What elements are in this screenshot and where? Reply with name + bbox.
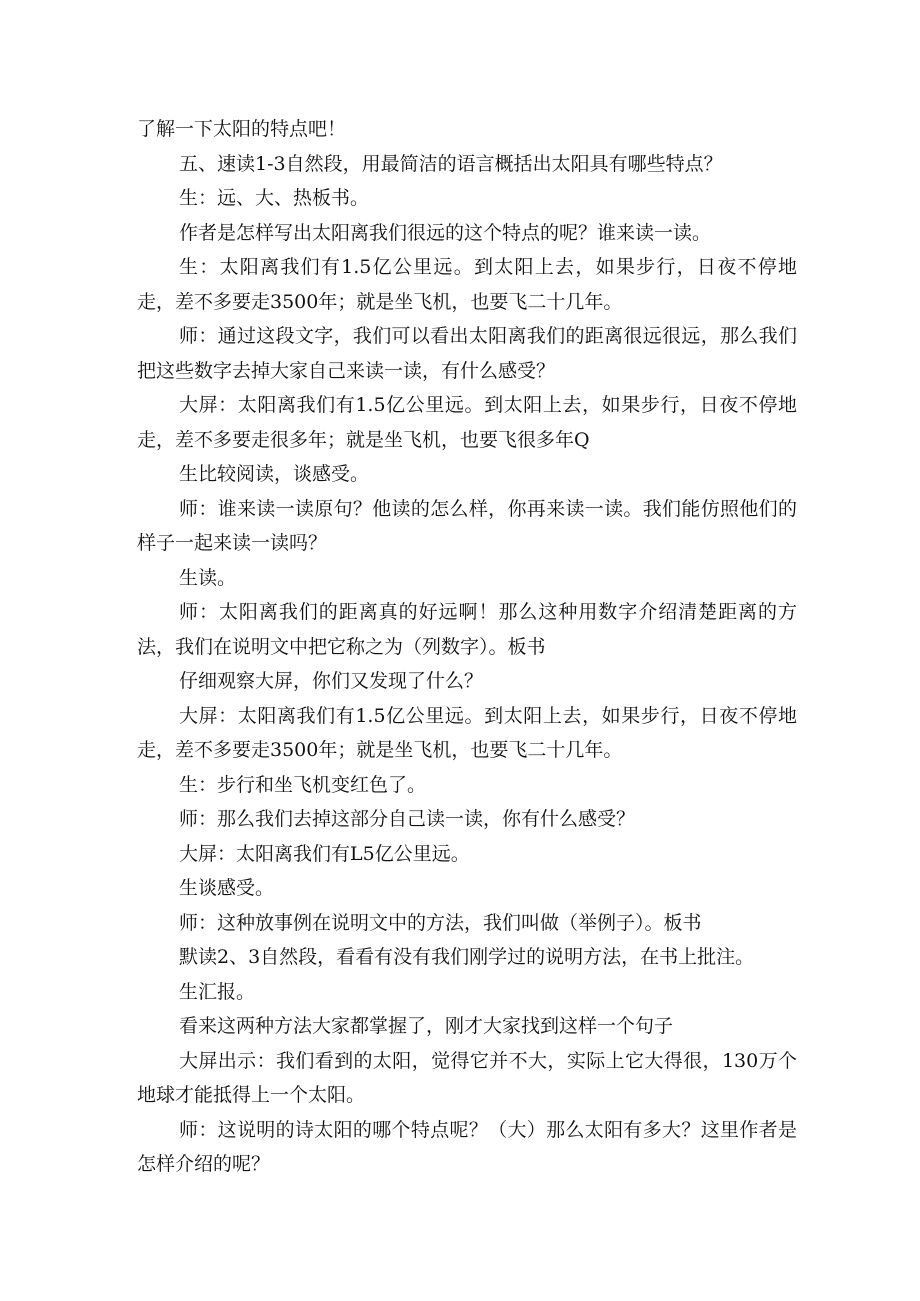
paragraph-student-answer: 生：远、大、热板书。 bbox=[179, 187, 370, 209]
paragraph-teacher-size-question: 师：这说明的诗太阳的哪个特点呢？（大）那么太阳有多大？这里作者是怎样介绍的呢？ bbox=[137, 1118, 797, 1175]
paragraph-screen-full-sentence: 大屏：太阳离我们有1.5亿公里远。到太阳上去，如果步行，日夜不停地走，差不多要走3500年；就是坐飞机，也要飞二十几年。 bbox=[137, 704, 797, 761]
paragraph-question-far: 作者是怎样写出太阳离我们很远的这个特点的呢？谁来读一读。 bbox=[179, 221, 712, 244]
paragraph-task-five: 五、速读1-3自然段，用最简洁的语言概括出太阳具有哪些特点？ bbox=[179, 152, 723, 175]
paragraph-screen-no-numbers: 大屏：太阳离我们有1.5亿公里远。到太阳上去，如果步行，日夜不停地走，差不多要走很多年；就是坐飞机，也要飞很多年Q bbox=[137, 394, 797, 451]
paragraph-observe-screen: 仔细观察大屏，你们又发现了什么？ bbox=[179, 670, 484, 692]
paragraph-student-report: 生汇报。 bbox=[179, 980, 256, 1003]
paragraph-student-feelings: 生谈感受。 bbox=[179, 877, 275, 899]
paragraph-methods-mastered: 看来这两种方法大家都掌握了，刚才大家找到这样一个句子 bbox=[179, 1015, 674, 1037]
paragraph-silent-reading: 默读2、3自然段，看看有没有我们刚学过的说明方法，在书上批注。 bbox=[179, 946, 755, 968]
paragraph-screen-size: 大屏出示：我们看到的太阳，觉得它并不大，实际上它大得很，130万个地球才能抵得上一个太阳。 bbox=[137, 1049, 797, 1106]
paragraph-teacher-remove-part: 师：那么我们去掉这部分自己读一读，你有什么感受？ bbox=[179, 808, 636, 830]
document-body bbox=[137, 112, 797, 1182]
paragraph-student-reading: 生：太阳离我们有1.5亿公里远。到太阳上去，如果步行，日夜不停地走，差不多要走3500年；就是坐飞机，也要飞二十几年。 bbox=[137, 256, 797, 313]
paragraph-student-reads: 生读。 bbox=[179, 566, 237, 589]
paragraph-teacher-remove-numbers: 师：通过这段文字，我们可以看出太阳离我们的距离很远很远，那么我们把这些数字去掉大家自己来读一读，有什么感受？ bbox=[137, 325, 797, 382]
paragraph-teacher-examples: 师：这种放事例在说明文中的方法，我们叫做（举例子）。板书 bbox=[179, 911, 702, 934]
paragraph-screen-short: 大屏：太阳离我们有L5亿公里远。 bbox=[179, 842, 470, 865]
paragraph-intro: 了解一下太阳的特点吧！ bbox=[137, 118, 347, 140]
paragraph-compare-reading: 生比较阅读，谈感受。 bbox=[179, 463, 370, 485]
paragraph-student-red-text: 生：步行和坐飞机变红色了。 bbox=[179, 773, 427, 796]
paragraph-teacher-read-original: 师：谁来读一读原句？他读的怎么样，你再来读一读。我们能仿照他们的样子一起来读一读吗？ bbox=[137, 497, 797, 554]
paragraph-teacher-list-numbers: 师：太阳离我们的距离真的好远啊！那么这种用数字介绍清楚距离的方法，我们在说明文中把它称之为（列数字）。板书 bbox=[137, 601, 797, 658]
